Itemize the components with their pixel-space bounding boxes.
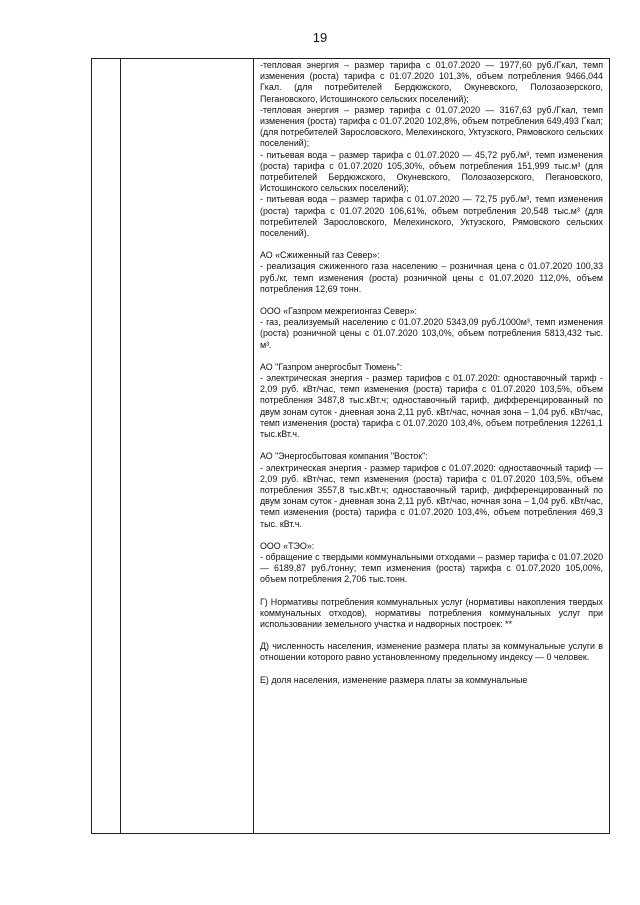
paragraph: - газ, реализуемый населению с 01.07.2020 5343,09 руб./1000м³, темп изменения (роста) розничной цены с 01.07.2020 103,0%, объем потребления 5813,432 тыс. м³.: [260, 317, 603, 350]
paragraph: -тепловая энергия – размер тарифа с 01.07.2020 — 1977,60 руб./Гкал, темп изменения (роста) тарифа с 01.07.2020 101,3%, объем потребления 9466,044 Гкал. (для потребителей Бердюжского, Окуневского, Полозаозерского, Пегановского, Истошинского сельских поселений);: [260, 60, 603, 104]
document-table: [91, 58, 610, 834]
paragraph: ООО «Газпром межрегионгаз Север»:: [260, 306, 417, 317]
paragraph: Д) численность населения, изменение размера платы за коммунальные услуги в отношении которого равно установленному предельному индексу — 0 человек.: [260, 641, 603, 663]
paragraph: АО "Газпром энергосбыт Тюмень":: [260, 361, 403, 372]
paragraph: - электрическая энергия - размер тарифов с 01.07.2020: одноставочный тариф - 2,09 руб. кВт/час, темп изменения (роста) тарифа с 01.07.2020 103,5%, объем потребления 3487,8 тыс.кВт.ч; одноставочный тариф, дифференцированный по двум зонам суток - дневная зона 2,11 руб. кВт/час, ночная зона – 1,04 руб. кВт/час, темп изменения (роста) тарифа с 01.07.2020 103,4%, объем потребления 12261,1 тыс.кВт.ч.: [260, 373, 603, 440]
blank-line: [260, 239, 603, 250]
blank-line: [260, 630, 603, 641]
paragraph: - питьевая вода – размер тарифа с 01.07.2020 — 72,75 руб./м³, темп изменения (роста) тарифа с 01.07.2020 106,61%, объем потребления 20,548 тыс.м³ (для потребителей Зарословского, Мелехинского, Уктузского, Рямовского сельских поселений).: [260, 194, 603, 239]
blank-line: [260, 295, 603, 306]
table-cell-number: [92, 59, 121, 834]
blank-line: [260, 440, 603, 451]
paragraph: АО «Сжиженный газ Север»:: [260, 250, 380, 261]
paragraph: Е) доля населения, изменение размера платы за коммунальные: [260, 674, 528, 685]
content-text: [254, 59, 609, 833]
paragraph: -тепловая энергия – размер тарифа с 01.07.2020 — 3167,63 руб./Гкал, темп изменения (роста) тарифа с 01.07.2020 102,8%, объем потребления 649,493 Гкал; (для потребителей Зарословского, Мелехинского, Уктузского, Рямовского сельских поселений);: [260, 104, 604, 149]
blank-line: [260, 530, 603, 541]
paragraph: - питьевая вода – размер тарифа с 01.07.2020 — 45,72 руб./м³, темп изменения (роста) тарифа с 01.07.2020 105,30%, объем потребления 151,999 тыс.м³ (для потребителей Бердюжского, Окуневского, Полозаозерского, Пегановского, Истошинского сельских поселений);: [260, 149, 603, 194]
table-cell-content: [254, 59, 610, 834]
paragraph: Г) Нормативы потребления коммунальных услуг (нормативы накопления твердых коммунальных отходов), нормативы потребления коммунальных услуг при использовании земельного участка и надворных построек: **: [260, 596, 603, 629]
blank-line: [260, 351, 603, 362]
paragraph: АО "Энергосбытовая компания "Восток":: [260, 451, 428, 462]
paragraph: - реализация сжиженного газа населению – розничная цена с 01.07.2020 100,33 руб./кг, темп изменения (роста) розничной цены с 01.07.2020 112,0%, объем потребления 12,69 тонн.: [260, 261, 603, 294]
paragraph: - обращение с твердыми коммунальными отходами – размер тарифа с 01.07.2020 — 6189,87 руб./тонну; темп изменения (роста) тарифа с 01.07.2020 105,00%, объем потребления 2,706 тыс.тонн.: [260, 551, 603, 585]
blank-line: [260, 664, 603, 675]
paragraph: - электрическая энергия - размер тарифов с 01.07.2020: одноставочный тариф — 2,09 руб. кВт/час, темп изменения (роста) тарифа с 01.07.2020 103,5%, объем потребления 3557,8 тыс.кВт.ч; одноставочный тариф, дифференцированный по двум зонам суток - дневная зона 2,11 руб. кВт/час, ночная зона – 1,04 руб. кВт/час, темп изменения (роста) тарифа с 01.07.2020 103,4%, объем потребления 469,3 тыс. кВт.ч.: [260, 462, 603, 529]
page-number: 19: [312, 30, 328, 45]
paragraph: ООО «ТЭО»:: [260, 540, 315, 551]
blank-line: [260, 586, 603, 597]
table-row: [92, 59, 610, 834]
table-cell-category: [121, 59, 254, 834]
